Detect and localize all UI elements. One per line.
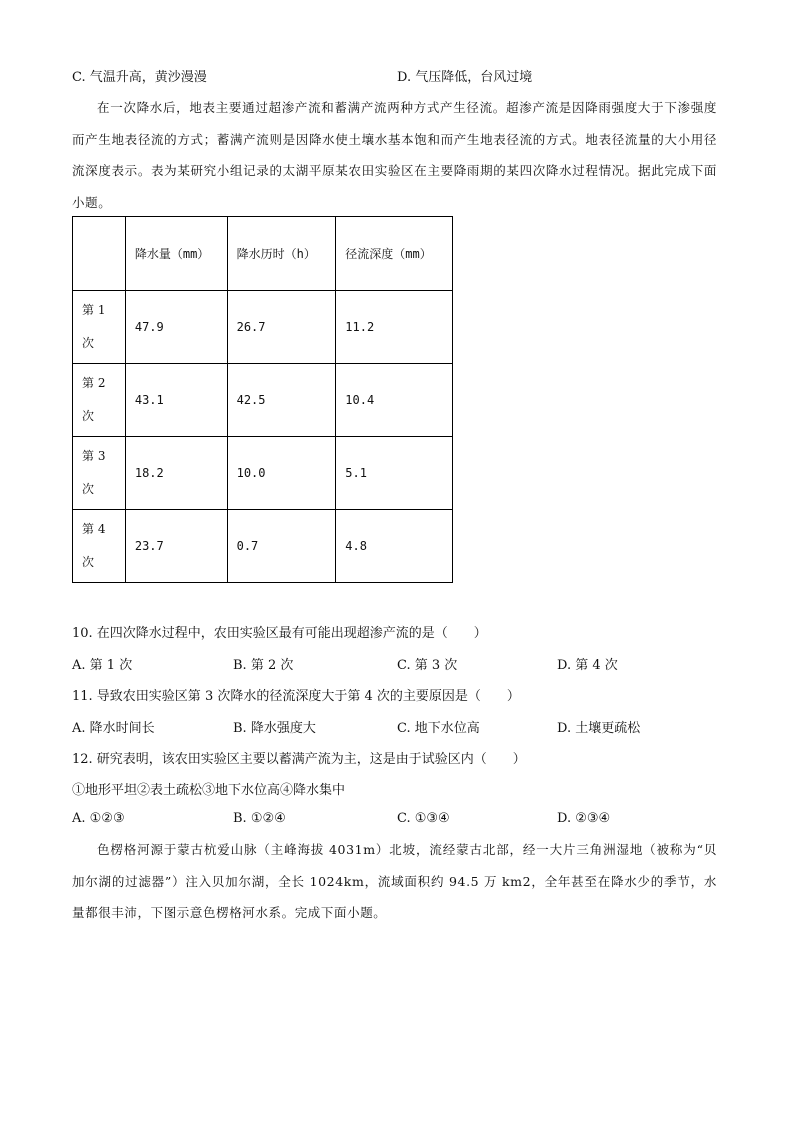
q12-option-d: D. ②③④ — [557, 811, 611, 826]
prev-option-c: C. 气温升高，黄沙漫漫 — [72, 70, 207, 85]
q11-option-b: B. 降水强度大 — [233, 721, 316, 736]
outro-paragraph: 色楞格河源于蒙古杭爱山脉（主峰海拔 4031m）北坡，流经蒙古北部，经一大片三角洲湿地（被称为“贝加尔湖的过滤器”）注入贝加尔湖，全长 1024km，流域面积约 94.5 万 km2，全年甚至在降水少的季节，水量都很丰沛，下图示意色楞格河水系。完成下面小题。 — [72, 842, 717, 920]
table-row — [73, 510, 453, 583]
q11-option-c: C. 地下水位高 — [397, 721, 480, 736]
cell-duration: 26.7 — [227, 291, 336, 364]
row-label: 第 2 次 — [73, 364, 126, 437]
rainfall-table — [72, 216, 453, 583]
cell-precip: 47.9 — [125, 291, 227, 364]
intro-paragraph: 在一次降水后，地表主要通过超渗产流和蓄满产流两种方式产生径流。超渗产流是因降雨强度大于下渗强度而产生地表径流的方式；蓄满产流则是因降水使土壤水基本饱和而产生地表径流的方式。地表径流量的大小用径流深度表示。表为某研究小组记录的太湖平原某农田实验区在主要降雨期的某四次降水过程情况。据此完成下面小题。 — [72, 100, 717, 210]
table-row — [73, 291, 453, 364]
cell-depth: 4.8 — [336, 510, 453, 583]
prev-option-d: D. 气压降低，台风过境 — [397, 70, 533, 85]
q10-stem: 10. 在四次降水过程中，农田实验区最有可能出现超渗产流的是（ ） — [72, 626, 487, 641]
cell-duration: 42.5 — [227, 364, 336, 437]
q12-option-c: C. ①③④ — [397, 811, 450, 826]
row-label: 第 1 次 — [73, 291, 126, 364]
cell-duration: 10.0 — [227, 437, 336, 510]
cell-depth: 10.4 — [336, 364, 453, 437]
cell-depth: 11.2 — [336, 291, 453, 364]
table-header-depth: 径流深度（mm） — [336, 217, 453, 291]
q10-option-b: B. 第 2 次 — [233, 658, 294, 673]
q12-stem: 12. 研究表明，该农田实验区主要以蓄满产流为主，这是由于试验区内（ ） — [72, 752, 526, 767]
q12-items: ①地形平坦②表土疏松③地下水位高④降水集中 — [72, 783, 346, 798]
row-label: 第 3 次 — [73, 437, 126, 510]
q10-option-c: C. 第 3 次 — [397, 658, 458, 673]
q12-option-a: A. ①②③ — [72, 811, 125, 826]
q11-stem: 11. 导致农田实验区第 3 次降水的径流深度大于第 4 次的主要原因是（ ） — [72, 689, 520, 704]
table-row — [73, 437, 453, 510]
cell-depth: 5.1 — [336, 437, 453, 510]
cell-precip: 43.1 — [125, 364, 227, 437]
cell-precip: 23.7 — [125, 510, 227, 583]
q11-option-a: A. 降水时间长 — [72, 721, 155, 736]
q10-option-a: A. 第 1 次 — [72, 658, 133, 673]
table-header-empty — [73, 217, 126, 291]
cell-precip: 18.2 — [125, 437, 227, 510]
cell-duration: 0.7 — [227, 510, 336, 583]
q10-option-d: D. 第 4 次 — [557, 658, 618, 673]
table-header-row — [73, 217, 453, 291]
q11-option-d: D. 土壤更疏松 — [557, 721, 641, 736]
table-header-duration: 降水历时（h） — [227, 217, 336, 291]
q12-option-b: B. ①②④ — [233, 811, 286, 826]
table-header-precip: 降水量（mm） — [125, 217, 227, 291]
table-row — [73, 364, 453, 437]
row-label: 第 4 次 — [73, 510, 126, 583]
